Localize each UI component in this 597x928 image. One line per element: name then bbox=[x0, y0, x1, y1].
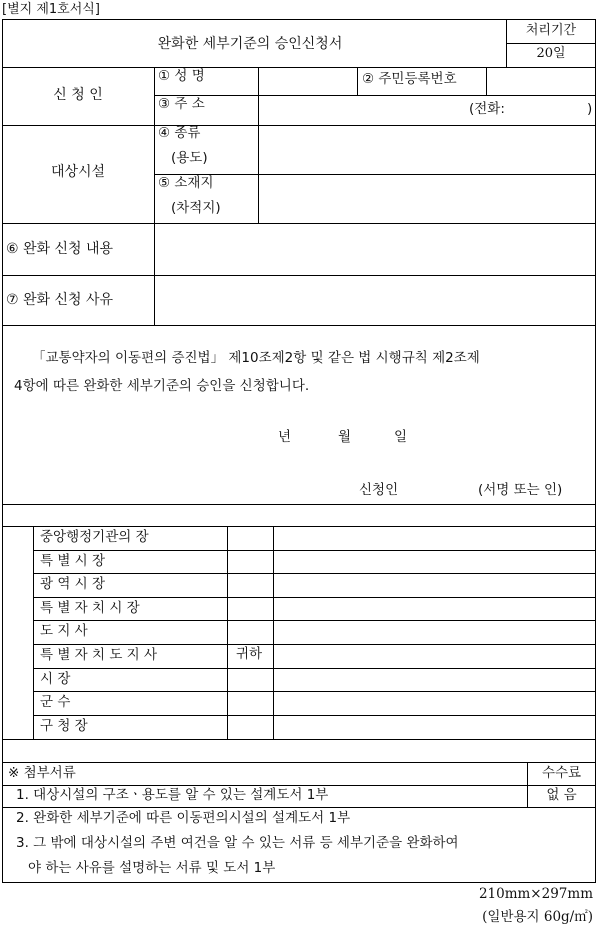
recipient-option[interactable]: 특 별 자 치 도 지 사 bbox=[40, 647, 158, 663]
date-day: 일 bbox=[394, 429, 408, 445]
phone-field[interactable] bbox=[519, 99, 583, 121]
attachment-item-1: 1. 대상시설의 구조ㆍ용도를 알 수 있는 설계도서 1부 bbox=[16, 787, 329, 803]
attachments-label: ※ 첨부서류 bbox=[8, 765, 76, 781]
facility-label: 대상시설 bbox=[50, 164, 106, 180]
relief-reason-field[interactable] bbox=[156, 277, 594, 323]
phone-close: ) bbox=[587, 101, 593, 117]
signature-label: 신청인 bbox=[359, 482, 399, 498]
date-year: 년 bbox=[278, 429, 292, 445]
recipient-option[interactable]: 광 역 시 장 bbox=[40, 576, 106, 592]
recipient-option[interactable]: 특 별 시 장 bbox=[40, 553, 106, 569]
relief-reason-label: ⑦ 완화 신청 사유 bbox=[6, 292, 114, 308]
paper-size: 210mm×297mm bbox=[478, 886, 593, 902]
attachment-item-2: 2. 완화한 세부기준에 따른 이동편의시설의 설계도서 1부 bbox=[16, 810, 351, 826]
recipient-option[interactable]: 중앙행정기관의 장 bbox=[40, 529, 149, 545]
phone-label: (전화: bbox=[469, 101, 505, 117]
rrn-label: ② 주민등록번호 bbox=[362, 71, 457, 87]
form-label: [별지 제1호서식] bbox=[2, 2, 100, 17]
date-month: 월 bbox=[338, 429, 352, 445]
recipient-option[interactable]: 도 지 사 bbox=[40, 623, 88, 639]
recipient-row-divider bbox=[33, 597, 596, 598]
recipient-row-divider bbox=[33, 668, 596, 669]
signature-note: (서명 또는 인) bbox=[478, 482, 563, 498]
processing-period-label: 처리기간 bbox=[525, 23, 577, 38]
address-field[interactable] bbox=[260, 97, 465, 123]
processing-period-value: 20일 bbox=[536, 46, 566, 61]
paper-type: (일반용지 60g/㎡) bbox=[482, 909, 593, 925]
recipient-row-divider bbox=[33, 550, 596, 551]
recipient-row-divider bbox=[33, 573, 596, 574]
fee-label: 수수료 bbox=[541, 765, 582, 781]
relief-content-field[interactable] bbox=[156, 225, 594, 273]
name-field[interactable] bbox=[260, 69, 355, 93]
facility-type-field[interactable] bbox=[260, 127, 594, 172]
facility-use-label: (용도) bbox=[171, 150, 208, 166]
signature-field[interactable] bbox=[410, 478, 476, 500]
form-title: 완화한 세부기준의 승인신청서 bbox=[157, 36, 343, 52]
recipient-row-divider bbox=[33, 620, 596, 621]
rrn-field[interactable] bbox=[488, 69, 594, 93]
recipient-row-divider bbox=[33, 691, 596, 692]
statement-line-2: 4항에 따른 완화한 세부기준의 승인을 신청합니다. bbox=[14, 378, 310, 394]
facility-location-label: ⑤ 소재지 bbox=[158, 175, 214, 191]
applicant-label: 신 청 인 bbox=[53, 87, 103, 103]
relief-content-label: ⑥ 완화 신청 내용 bbox=[6, 241, 114, 257]
recipient-suffix: 귀하 bbox=[236, 646, 263, 662]
recipient-option[interactable]: 시 장 bbox=[40, 671, 71, 687]
attachment-item-3-cont: 야 하는 사유를 설명하는 서류 및 도서 1부 bbox=[28, 860, 276, 876]
recipient-row-divider bbox=[33, 715, 596, 716]
address-label: ③ 주 소 bbox=[158, 96, 205, 112]
facility-type-label: ④ 종류 bbox=[158, 125, 201, 141]
recipient-row-divider bbox=[33, 644, 596, 645]
name-label: ① 성 명 bbox=[158, 68, 205, 84]
recipient-option[interactable]: 구 청 장 bbox=[40, 718, 88, 734]
facility-location-field[interactable] bbox=[260, 176, 594, 221]
facility-parcel-label: (차적지) bbox=[171, 200, 221, 216]
fee-value: 없 음 bbox=[546, 787, 577, 803]
statement-line-1: 「교통약자의 이동편의 증진법」 제10조제2항 및 같은 법 시행규칙 제2조제 bbox=[32, 350, 480, 366]
recipient-option[interactable]: 특 별 자 치 시 장 bbox=[40, 600, 140, 616]
recipient-option[interactable]: 군 수 bbox=[40, 694, 71, 710]
attachment-item-3: 3. 그 밖에 대상시설의 주변 여건을 알 수 있는 서류 등 세부기준을 완화하여 bbox=[16, 835, 459, 851]
